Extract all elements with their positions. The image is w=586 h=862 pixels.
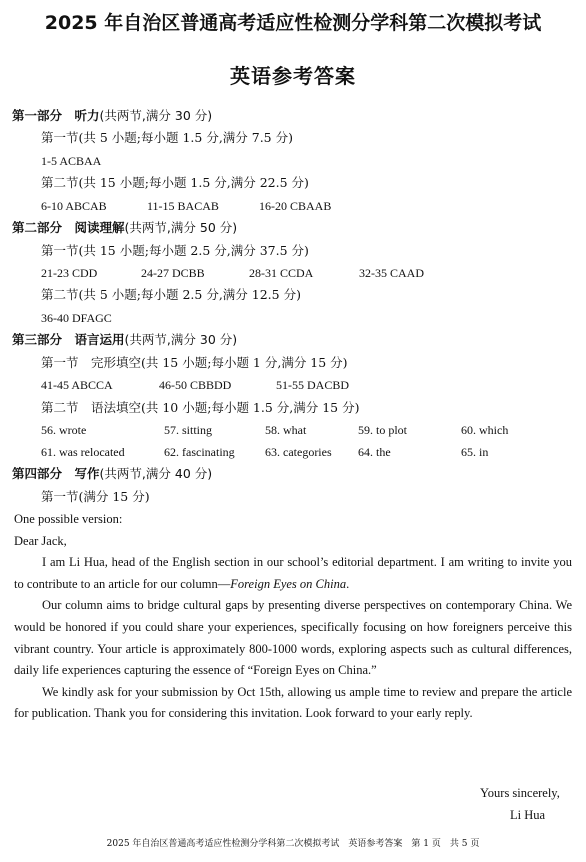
answer-group: 41-45 ABCCA bbox=[41, 378, 113, 392]
essay-intro: One possible version: bbox=[14, 512, 123, 526]
part1-section1-label: 第一节(共 5 小题;每小题 1.5 分,满分 7.5 分) bbox=[41, 130, 293, 145]
part2-section2-label: 第二节(共 5 小题;每小题 2.5 分,满分 12.5 分) bbox=[41, 287, 301, 302]
essay-signature: Li Hua bbox=[510, 808, 546, 822]
essay-paragraph: I am Li Hua, head of the English section in our school’s editorial department. I am writing to invite you to contribute to an article for our column—Foreign Eyes on China. bbox=[14, 555, 572, 591]
part1-note: (共两节,满分 30 分) bbox=[99, 108, 213, 123]
part3-number: 第三部分 bbox=[12, 332, 63, 347]
answer-group: 51-55 DACBD bbox=[276, 378, 350, 392]
answer-group: 11-15 BACAB bbox=[147, 199, 219, 213]
model-essay bbox=[14, 509, 572, 725]
part2-note: (共两节,满分 50 分) bbox=[124, 220, 238, 235]
exam-title: 2025 年自治区普通高考适应性检测分学科第二次模拟考试 bbox=[44, 12, 542, 34]
part4-note: (共两节,满分 40 分) bbox=[99, 466, 213, 481]
column-name: Foreign Eyes on China bbox=[230, 576, 347, 591]
answer-item: 61. was relocated bbox=[41, 445, 125, 459]
part4-number: 第四部分 bbox=[12, 466, 63, 481]
answer-group: 6-10 ABCAB bbox=[41, 199, 107, 213]
part3-section2-label: 第二节 语法填空(共 10 小题;每小题 1.5 分,满分 15 分) bbox=[41, 400, 360, 415]
answer-item: 63. categories bbox=[265, 445, 332, 459]
answer-key-title: 英语参考答案 bbox=[230, 64, 356, 88]
part3-section1-label: 第一节 完形填空(共 15 小题;每小题 1 分,满分 15 分) bbox=[41, 355, 348, 370]
answer-item: 59. to plot bbox=[358, 423, 408, 437]
answer-group: 28-31 CCDA bbox=[249, 266, 314, 280]
answer-group: 21-23 CDD bbox=[41, 266, 98, 280]
answer-group: 1-5 ACBAA bbox=[41, 154, 102, 168]
answer-group: 32-35 CAAD bbox=[359, 266, 424, 280]
answer-item: 65. in bbox=[461, 445, 489, 459]
answer-item: 57. sitting bbox=[164, 423, 213, 437]
part2-number: 第二部分 bbox=[12, 220, 63, 235]
answer-item: 60. which bbox=[461, 423, 509, 437]
answer-item: 58. what bbox=[265, 423, 307, 437]
answer-item: 62. fascinating bbox=[164, 445, 235, 459]
answer-group: 36-40 DFAGC bbox=[41, 311, 112, 325]
answer-group: 46-50 CBBDD bbox=[159, 378, 232, 392]
answer-group: 16-20 CBAAB bbox=[259, 199, 332, 213]
part2-section1-label: 第一节(共 15 小题;每小题 2.5 分,满分 37.5 分) bbox=[41, 243, 309, 258]
part4-heading bbox=[12, 466, 212, 482]
page-footer: 2025 年自治区普通高考适应性检测分学科第二次模拟考试 英语参考答案 第 1 页 共 5 页 bbox=[106, 839, 480, 849]
essay-closing: Yours sincerely, bbox=[480, 786, 560, 800]
part4-name: 写作 bbox=[74, 466, 100, 481]
part3-name: 语言运用 bbox=[74, 332, 125, 347]
part3-heading bbox=[12, 332, 237, 348]
part4-section1-label: 第一节(满分 15 分) bbox=[41, 489, 150, 504]
essay-paragraph: Our column aims to bridge cultural gaps by presenting diverse perspectives on contemporary China. We would be honored if you could share your experiences, specifically focusing on how foreigners perceive this vibrant country. Your article is approximately 800-1000 words, exploring aspects such as cultural differences, daily life experiences capturing the essence of “Foreign Eyes on China.” bbox=[14, 598, 572, 678]
answer-group: 24-27 DCBB bbox=[141, 266, 205, 280]
part1-name: 听力 bbox=[74, 108, 100, 123]
answer-item: 64. the bbox=[358, 445, 391, 459]
part2-name: 阅读理解 bbox=[74, 220, 125, 235]
part2-heading bbox=[12, 220, 237, 236]
part1-heading bbox=[12, 108, 212, 124]
part1-section2-label: 第二节(共 15 小题;每小题 1.5 分,满分 22.5 分) bbox=[41, 175, 309, 190]
essay-greeting: Dear Jack, bbox=[14, 533, 67, 548]
answer-item: 56. wrote bbox=[41, 423, 87, 437]
essay-paragraph: We kindly ask for your submission by Oct 15th, allowing us ample time to review and prepare the article for publication. Thank you for considering this invitation. Look forward to your early reply. bbox=[14, 684, 572, 721]
part3-note: (共两节,满分 30 分) bbox=[124, 332, 238, 347]
part1-number: 第一部分 bbox=[12, 108, 63, 123]
